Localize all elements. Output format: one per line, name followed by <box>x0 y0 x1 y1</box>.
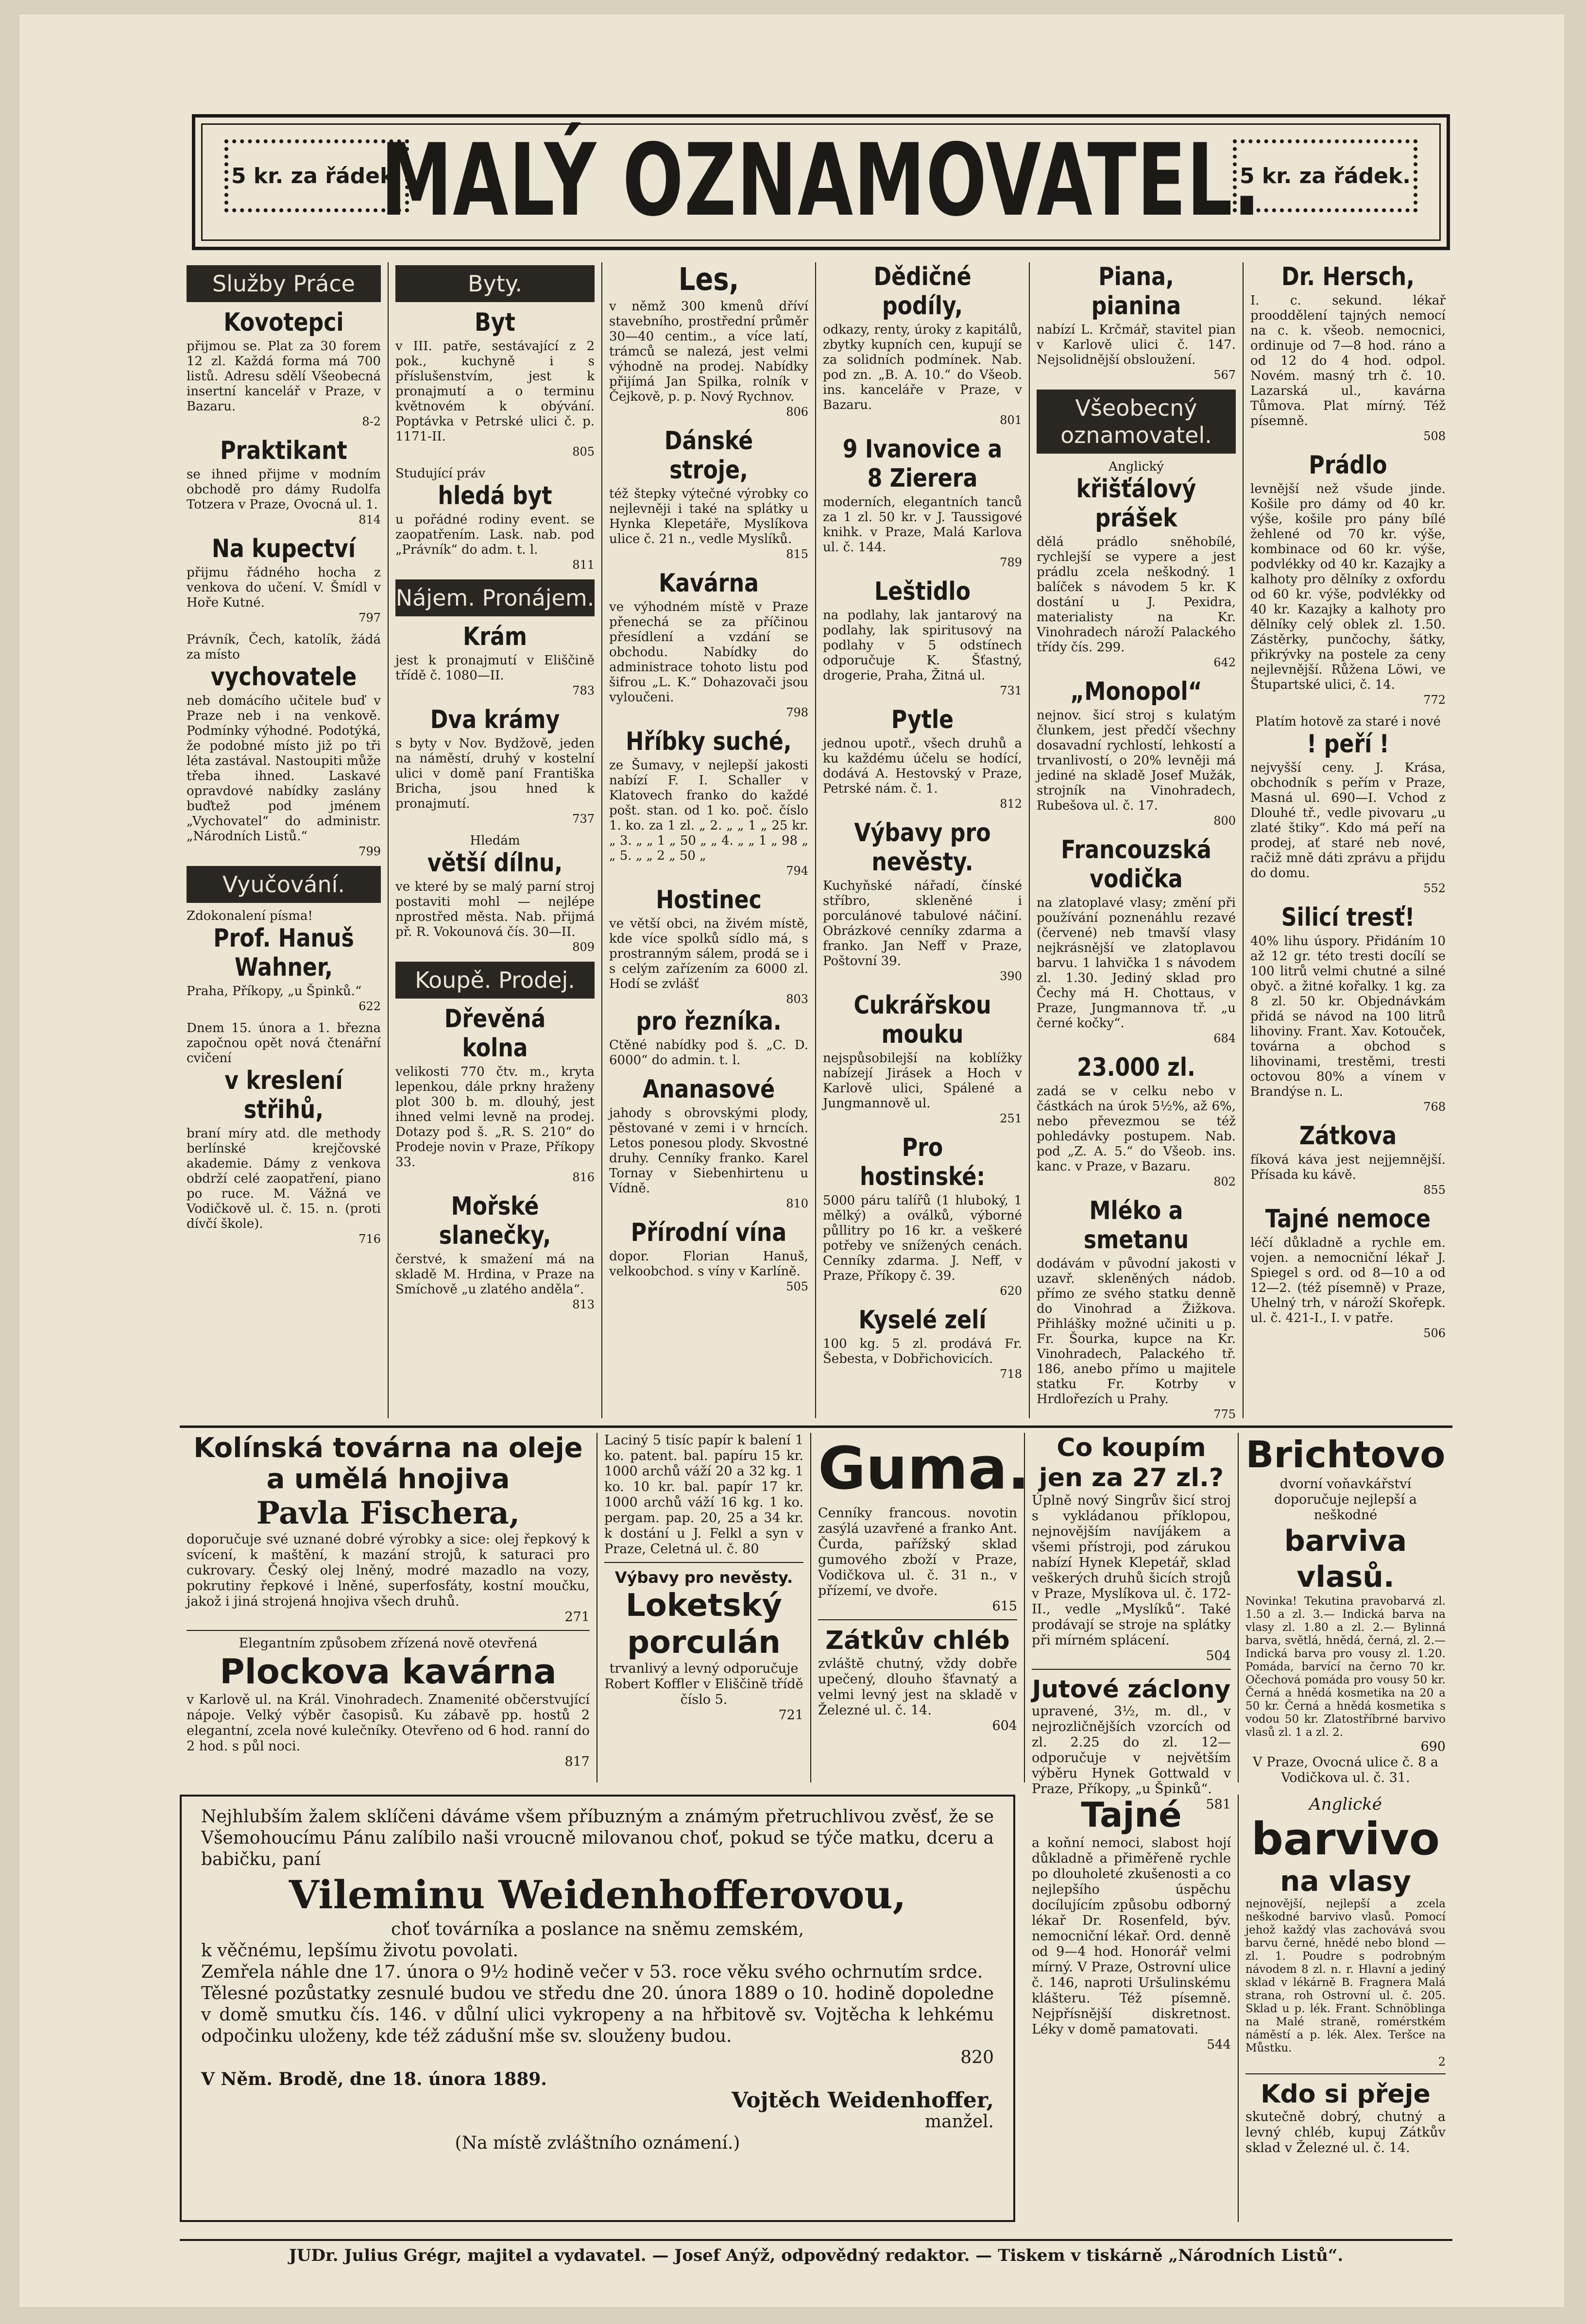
ad-text: Cenníky francous. novotin zasýlá uzavřené a franko Ant. Čurda, pařížský sklad gumového zboží v Praze, Vodičkova ul. č. 31 n., v přízemí, ve dvoře. <box>818 1506 1017 1598</box>
ad-number: 805 <box>572 445 595 458</box>
ad-title: Dva krámy <box>430 705 560 734</box>
ad-text: 40% lihu úspory. Přidáním 10 až 12 gr. této tresti docílí se 100 litrů velmi chutné a silné obyč. a žitné kořalky. 1 kg. za 8 zl. 50 kr. Objednávkám přidá se návod na 100 litrů lihoviny. Frant. Xav. Kotouček, továrna a obchod s lihovinami, trestěmi, tresti octovou 80% a vínem v Brandýse n. L. <box>1250 934 1446 1099</box>
ad-title: vychovatele <box>210 662 357 692</box>
ad-title: Pro hostinské: <box>859 1133 986 1191</box>
ad-text: 100 kg. 5 zl. prodává Fr. Šebesta, v Dobřichovicích. <box>823 1337 1022 1366</box>
ad-number: 716 <box>358 1232 381 1246</box>
ad-number: 816 <box>572 1170 595 1184</box>
ad-text: levnější než všude jinde. Košile pro dámy od 40 kr. výše, košile pro pány bílé žehlené od 70 kr. výše, kombinace od 60 kr. výše, podvlékky od 40 kr. Kazajky a kalhoty pro dělníky z oxfordu od 60 kr. výše, podvlékky od 40 kr. Kazajky a kalhoty pro dělníky celý oblek zl. 1.50. Zástěrky, punčochy, šátky, přikrývky na postele za ceny nejlevnější. Růžena Löwi, ve Štupartské ulici, č. 14. <box>1250 482 1446 692</box>
ad-number: 684 <box>1213 1032 1236 1045</box>
ad-number: 797 <box>358 611 381 625</box>
ad-byt <box>395 308 595 459</box>
ad-title: Mléko a smetanu <box>1083 1196 1189 1255</box>
ad-number: 690 <box>1420 1739 1446 1754</box>
ad-slanecky <box>395 1192 595 1312</box>
obit-name: Vileminu Weidenhofferovou, <box>289 1872 906 1917</box>
column-6 <box>1244 262 1452 1418</box>
ad-number: 783 <box>572 684 595 697</box>
ad-text: dopor. Florian Hanuš, velkoobchod. s víny v Karlíně. <box>609 1249 808 1279</box>
ad-text: čerstvé, k smažení má na skladě M. Hrdina, v Praze na Smíchově „u zlatého anděla“. <box>395 1252 595 1297</box>
divider <box>187 1630 590 1631</box>
ad-text: trvanlivý a levný odporučuje Robert Koffler v Eliščině třídě číslo 5. <box>604 1661 803 1707</box>
ad-title: Dědičné podíly, <box>873 262 972 321</box>
ad-text: upravené, 3½, m. dl., v nejrozličnějších vzorcích od zl. 2.25 do zl. 12— odporučuje v největším výběru Hynek Gottwald v Praze, Příkopy, „u Špinků“. <box>1032 1704 1231 1797</box>
ad-subtitle: Pavla Fischera, <box>256 1495 520 1531</box>
ad-title: Guma. <box>818 1435 1030 1503</box>
ad-number: 251 <box>1000 1112 1022 1125</box>
ad-text: ve výhodném místě v Praze přenechá se za příčinou přesídlení a vzdání se obchodu. Nabídky do administrace tohoto listu pod šifrou „L. K.“ Dohazovači jsou vyloučeni. <box>609 600 808 705</box>
ad-title: 9 Ivanovice a 8 Zierera <box>842 435 1003 493</box>
ad-pradlo <box>1250 451 1446 708</box>
ad-number: 799 <box>358 845 381 858</box>
ad-text: dodávám v původní jakosti v uzavř. skleněných nádob. přímo ze svého statku denně do Vinohrad a Žižkova. Přihlášky možné učiniti u p. Fr. Šourka, kupce na Kr. Vinohradech, Palackého tř. 186, anebo přímo u majitele statku Fr. Kotrby v Hrdlořezích u Prahy. <box>1037 1256 1236 1407</box>
ad-columns <box>180 262 1452 1421</box>
ad-text: na zlatoplavé vlasy; změní při používání poznenáhlu rezavé (červené) neb tmavší vlasy nejkrásnější ve zlatoplavou barvu. 1 lahvička 1 s návodem zl. 1.30. Jediný sklad pro Čechy má H. Chottaus, v Praze, Jungmannova tř. „u černé kočky“. <box>1037 896 1236 1031</box>
ad-guma-chleb <box>811 1433 1030 1782</box>
ad-text: Anglické <box>1309 1795 1382 1814</box>
ad-title: Prádlo <box>1309 451 1387 480</box>
ad-ananas <box>609 1075 808 1211</box>
ad-number: 604 <box>992 1718 1017 1733</box>
ad-number: 794 <box>786 864 808 878</box>
ad-title: Přírodní vína <box>631 1218 787 1247</box>
ad-number: 615 <box>992 1599 1017 1614</box>
ad-text: Hledám <box>470 833 520 848</box>
ad-number: 544 <box>1207 2037 1231 2052</box>
ad-number: 505 <box>786 1280 808 1293</box>
divider <box>1245 2073 1446 2074</box>
ad-text: Platím hotově za staré i nové <box>1255 714 1441 729</box>
ad-title: Silicí tresť! <box>1281 903 1415 932</box>
ad-text: neb domácího učitele buď v Praze neb i na venkově. Podmínky výhodné. Podotýká, že podobné místo již po tři léta zastával. Nastoupiti může třeba ihned. Laskavé opravdové nabídky zaslány buďtež pod jménem „Vychovatel“ do administr. „Národních Listů.“ <box>187 694 381 844</box>
ad-title: Piana, pianina <box>1091 262 1181 321</box>
side-ads <box>1025 1795 1452 2222</box>
ad-text: ve které by se malý parní stroj postaviti mohl — nejlépe nprostřed města. Nab. přijmá př. R. Vokounová čís. 30—II. <box>395 880 595 939</box>
ad-mleko <box>1037 1196 1236 1422</box>
ad-title: Tajné nemoce <box>1265 1204 1431 1234</box>
ad-title: v kreslení střihů, <box>224 1066 343 1124</box>
ad-text: fíková káva jest nejjemnější. Přísada ku kávě. <box>1250 1153 1446 1182</box>
ad-number: 811 <box>572 558 595 572</box>
ad-papir-porculan <box>597 1433 811 1782</box>
ad-subtitle: pro řezníka. <box>636 1007 782 1036</box>
ad-number: 812 <box>1000 797 1022 811</box>
ad-text: I. c. sekund. lékař prooddělení tajných nemocí na c. k. všeob. nemocnici, ordinuje od 7—8 hod. ráno a od 12 do 4 hod. odpol. Novém. masný trh č. 10. Lazarská ul., kavárna Tůmova. Plat mírný. Též písemně. <box>1250 293 1446 428</box>
ad-title: Zátkův chléb <box>825 1626 1010 1655</box>
ad-francouzska-vodicka <box>1037 835 1236 1046</box>
ad-number: 2 <box>1438 2055 1446 2069</box>
ad-title: barvivo <box>1251 1813 1440 1865</box>
ad-text: na podlahy, lak jantarový na podlahy, lak spiritusový na podlahy v 5 odstínech odporučuje K. Šťastný, drogerie, Praha, Žitná ul. <box>823 608 1022 683</box>
ad-title: Tajné <box>1081 1795 1182 1835</box>
ad-title: Byt <box>475 308 515 337</box>
obit-subtitle: choť továrníka a poslance na sněmu zemském, <box>391 1919 804 1939</box>
ad-title: Krám <box>463 622 527 651</box>
ad-title: Jutové záclony <box>1032 1675 1231 1703</box>
ad-number: 390 <box>1000 969 1022 983</box>
ad-number: 789 <box>1000 556 1022 569</box>
ad-text: Praha, Příkopy, „u Špinků.“ <box>187 984 362 999</box>
ad-number: 8-2 <box>362 415 381 428</box>
ad-text: Ctěné nabídky pod š. „C. D. 6000“ do admin. t. l. <box>609 1038 808 1068</box>
ad-title: Praktikant <box>220 436 347 465</box>
ad-number: 642 <box>1213 656 1236 669</box>
ad-prirodni-vina <box>609 1218 808 1294</box>
ad-title: Kovotepci <box>223 308 344 337</box>
ad-hribky <box>609 727 808 879</box>
ad-number: 271 <box>564 1610 590 1625</box>
ad-kolinska-tovarna <box>180 1433 597 1782</box>
ad-title: Kdo si přeje <box>1261 2080 1431 2109</box>
divider <box>1032 1669 1231 1670</box>
section-header-services: Služby Práce <box>187 265 381 302</box>
ad-number: 508 <box>1423 429 1446 443</box>
ad-kristalovy-prasek <box>1037 459 1236 670</box>
ad-23000 <box>1037 1053 1236 1189</box>
ad-subtitle: barviva vlasů. <box>1284 1524 1407 1594</box>
ad-number: 506 <box>1423 1326 1446 1340</box>
ad-title: Kolínská továrna na oleje a umělá hnojiva <box>193 1432 583 1495</box>
ad-title: Hostinec <box>656 885 762 915</box>
ad-anglicke-barvivo <box>1239 1795 1452 2222</box>
ad-piana <box>1037 262 1236 383</box>
ad-title: Výbavy pro nevěsty. <box>854 818 991 877</box>
ad-danske-stroje <box>609 426 808 562</box>
obit-intro: Nejhlubším žalem sklíčeni dáváme všem příbuzným a známým přetruchlivou zvěsť, že se Všemohoucímu Pánu zalíbilo naši vroucně milovanou choť, pokud se týče matku, dceru a babičku, paní <box>201 1807 994 1869</box>
masthead-frame <box>192 114 1450 250</box>
ad-number: 504 <box>1206 1648 1231 1663</box>
obit-signer-role: manžel. <box>924 2112 994 2132</box>
ad-text: a koňní nemoci, slabost hojí důkladně a přiměřeně rychle po dlouholeté zkušenosti a co nejlepšího úspěchu docílujícím způsobu odborný lékař Dr. Rosenfeld, býv. nemocniční lékař. Ord. denně od 9—4 hod. Honorář velmi mírný. V Praze, Ostrovní ulice č. 146, naproti Uršulinskému klášteru. Též písemně. Nejpřísnější diskretnost. Léky v domě pamatovati. <box>1032 1835 1231 2037</box>
ad-praktikant <box>187 436 381 527</box>
ad-text: dělá prádlo sněhobílé, rychlejší se vypere a jest prádlu zcela neškodný. 1 balíček s návodem 5 kr. K dostání u J. Pexidra, materialisty na Kr. Vinohradech nároží Palackého třídy čís. 299. <box>1037 535 1236 655</box>
ad-text: Právník, Čech, katolík, žádá za místo <box>187 632 381 662</box>
ad-tajne <box>1025 1795 1239 2222</box>
ad-kysele-zeli <box>823 1306 1022 1382</box>
ad-title: hledá byt <box>438 481 552 510</box>
obit-number: 820 <box>960 2048 994 2068</box>
ad-monopol <box>1037 677 1236 829</box>
ad-text: Novinka! Tekutina pravobarvá zl. 1.50 a zl. 3.— Indická barva na vlasy zl. 1.80 a zl. 2.— Bylinná barva, světlá, hnědá, černá, zl. 2.— Indická barva pro vousy zl. 1.20. Pomáda, barvící na černo 70 kr. Očechová pomáda pro vousy 50 kr. Černá a hnědá kosmetika na 20 a 50 kr. Černá a hnědá kosmetika s vodou 50 kr. Zlatostříbrné barvivo vlasů zl. 1 a zl. 2. <box>1245 1595 1446 1739</box>
ad-title: Les, <box>678 262 739 298</box>
ad-ivanovice <box>823 435 1022 570</box>
ad-number: 809 <box>572 940 595 954</box>
obit-note: (Na místě zvláštního oznámení.) <box>455 2133 740 2153</box>
ad-title: Mořské slanečky, <box>439 1192 551 1250</box>
ad-text: jahody s obrovskými plody, pěstované v zemi i v hrncích. Letos ponesou plody. Skvostné druhy. Cenníky franko. Karel Tornay v Siebenhirtenu u Vídně. <box>609 1106 808 1196</box>
ad-text: zadá se v celku nebo v částkách na úrok 5½%, až 6%, nebo převezmou se též pohledávky postupem. Nab. pod „Z. A. 5.“ do Všeob. ins. kanc. v Praze, v Bazaru. <box>1037 1084 1236 1174</box>
ad-strihy <box>187 1021 381 1247</box>
ad-number: 813 <box>572 1298 595 1311</box>
price-box-left: 5 kr. za řádek. <box>224 139 409 212</box>
ad-text: přijmou se. Plat za 30 forem 12 zl. Každá forma má 700 listů. Adresu sdělí Všeobecná insertní kancelář v Praze, v Bazaru. <box>187 339 381 414</box>
ad-number: 800 <box>1213 814 1236 828</box>
ad-lestidlo <box>823 577 1022 698</box>
ad-title: Hříbky suché, <box>626 727 792 756</box>
ad-title: větší dílnu, <box>427 848 563 878</box>
ad-text: doporučuje své uznané dobré výrobky a sice: olej řepkový k svícení, k maštění, k mazání strojů, k saturaci pro cukrovary. Český olej lněný, modré mazadlo na vozy, pokrutiny řepkové i lněné, superfosfáty, kostní moučku, jakož i jiná strojená hnojiva všech druhů. <box>187 1532 590 1609</box>
ad-text: v němž 300 kmenů dříví stavebního, prostřední průměr 30—40 centim., a více latí, trámců se nalezá, jest velmi výhodně na prodej. Nabídky přijímá Jan Spilka, rolník v Čejkově, p. p. Nový Rychnov. <box>609 299 808 404</box>
ad-text: jednou upotř., všech druhů a ku každému účelu se hodící, dodává A. Hestovský v Praze, Petrské nám. č. 1. <box>823 736 1022 796</box>
obituary-notice <box>180 1795 1015 2222</box>
ad-text: nejnovější, nejlepší a zcela neškodné barvivo vlasů. Pomocí jehož každý vlas zachovává svou barvu černé, hnědé nebo blond — zl. 1. Poudre s podrobným návodem 8 zl. n. r. Hlavní a jediný sklad v lékárně B. Fragnera Malá strana, roh Ostrovní ul. č. 205. Sklad u p. lék. Frant. Schnöblinga na Malé straně, romérstkém náměstí a p. lék. Alex. Teršce na Můstku. <box>1245 1898 1446 2054</box>
divider <box>604 1562 803 1563</box>
obit-text: Tělesné pozůstatky zesnulé budou ve středu dne 20. února 1889 o 10. hodině dopoledne v domě smutku čís. 146. v důlní ulici vykropeny a na hřbitově sv. Vojtěcha k lehkému odpočinku uloženy, kde též zádušní mše sv. slouženy budou. <box>201 1984 994 2046</box>
ad-title: Dánské stroje, <box>664 426 753 485</box>
ad-head: Výbavy pro nevěsty. <box>614 1568 793 1587</box>
ad-number: 814 <box>358 513 381 526</box>
section-header-flats: Byty. <box>395 265 595 302</box>
ad-text: nabízí L. Krčmář, stavitel pian v Karlově ulici č. 147. Nejsolidnější obsloužení. <box>1037 322 1236 367</box>
ad-title: Prof. Hanuš Wahner, <box>213 924 354 982</box>
ad-text: skutečně dobrý, chutný a levný chléb, kupuj Zátkův sklad v Železné ul. č. 14. <box>1245 2109 1446 2155</box>
ad-text: též štepky výtečné výrobky co nejlevněji i také na splátky u Hynka Klepetáře, Myslíkova ulice č. 21 n., vedle Myslíků. <box>609 487 808 546</box>
ad-text: ve větší obci, na živém místě, kde více spolků sídlo má, s prostranným sálem, prodá se i s celým zařízením za 6000 zl. Hodí se zvlášť <box>609 916 808 991</box>
ad-number: 775 <box>1213 1408 1236 1421</box>
ad-text: moderních, elegantních tanců za 1 zl. 50 kr. v J. Taussigové knihk. v Praze, Malá Karlova ul. č. 144. <box>823 495 1022 555</box>
ad-text: Zdokonalení písma! <box>187 909 313 923</box>
ad-dva-kramy <box>395 705 595 827</box>
ad-dedicne-podily <box>823 262 1022 428</box>
ad-title: Co koupím jen za 27 zl.? <box>1039 1433 1224 1493</box>
obit-text: Zemřela náhle dne 17. února o 9½ hodině večer v 53. roce věku svého ochrnutím srdce. <box>201 1962 983 1982</box>
ad-title: Dřevěná kolna <box>444 1004 546 1063</box>
column-3 <box>602 262 816 1418</box>
ad-number: 855 <box>1423 1183 1446 1197</box>
ad-title: Kyselé zelí <box>858 1306 987 1335</box>
ad-text: ze Šumavy, v nejlepší jakosti nabízí F. I. Schaller v Klatovech franko do každé pošt. stan. od 1 ko. poč. číslo 1. ko. za 1 zl. „ 2. „ „ 1 „ 25 kr. „ 3. „ „ 1 „ 50 „ „ 4. „ „ 1 „ 98 „ „ 5. „ „ 2 „ 50 „ <box>609 758 808 863</box>
ad-number: 731 <box>1000 684 1022 697</box>
column-1 <box>180 262 389 1418</box>
ad-title: Pytle <box>891 705 954 734</box>
ad-text: dvorní voňavkářství doporučuje nejlepší a neškodné <box>1274 1476 1417 1523</box>
ad-kupectvi <box>187 534 381 626</box>
ad-text: nejspůsobilejší na koblížky nabízejí Jirásek a Hoch v Karlově ulici, Spálené a Jungmannově ul. <box>823 1051 1022 1111</box>
column-4 <box>816 262 1030 1418</box>
ad-les <box>609 262 808 420</box>
ad-text: Dnem 15. února a 1. března započnou opět nová čtenářní cvičení <box>187 1021 381 1066</box>
ad-number: 622 <box>358 1000 381 1013</box>
ad-dilna <box>395 833 595 955</box>
ad-title: ! peří ! <box>1307 729 1389 759</box>
ad-text: nejvyšší ceny. J. Krása, obchodník s peřím v Praze, Masná ul. 690—I. Vchod z Dlouhé tř., vedle pivovaru „u zlaté štiky“. Kdo má peří na prodej, ať staré neb nové, račiž mně dáti zprávu a přijdu do domu. <box>1250 761 1446 881</box>
ad-text: Elegantním způsobem zřízená nově otevřená <box>239 1636 538 1651</box>
ad-subtitle: na vlasy <box>1280 1865 1411 1898</box>
ad-hersch <box>1250 262 1446 444</box>
ad-text: V Praze, Ovocná ulice č. 8 a Vodičkova ul. č. 31. <box>1253 1755 1438 1785</box>
ad-title: Kavárna <box>659 569 759 598</box>
ad-title: Cukrářskou mouku <box>853 991 991 1049</box>
ad-hleda-byt <box>395 466 595 573</box>
ad-text: Kuchyňské nářadí, čínské stříbro, skleněné i porculánové tabulové náčiní. Obrázkové cenníky zdarma a franko. Jan Neff v Praze, Poštovní 39. <box>823 879 1022 968</box>
ad-text: Úplně nový Singrův šicí stroj s vykládanou příklopou, nejnovějším navíjákem a všemi přístroji, pod zárukou nabízí Hynek Klepetář, sklad veškerých druhů šicích strojů v Praze, Myslíkova ul. č. 172-II., vedle „Myslíků“. Také prodávají se stroje na splátky při mírném splácení. <box>1032 1493 1231 1648</box>
ad-title: Leštidlo <box>874 577 971 606</box>
ad-title: Zátkova <box>1299 1121 1397 1151</box>
ad-text: s byty v Nov. Bydžově, jeden na náměstí, druhý v kostelní ulici v domě paní Františka Bricha, jsou hned k pronajmutí. <box>395 736 595 811</box>
ad-number: 721 <box>778 1708 803 1723</box>
ad-title: Plockova kavárna <box>220 1652 557 1692</box>
ad-hostinec <box>609 885 808 1068</box>
ad-text: Laciný 5 tisíc papír k balení 1 ko. patent. bal. papíru 15 kr. 1000 archů váží 20 a 32 kg. 1 ko. 10 kr. bal. papír 17 kr. 1000 archů váží 16 kg. 1 ko. pergam. pap. 20, 25 a 34 kr. k dostání u J. Felkl a syn v Praze, Celetná ul. č. 80 <box>604 1433 803 1557</box>
ad-kolna <box>395 1004 595 1185</box>
ad-number: 798 <box>786 706 808 719</box>
ad-number: 815 <box>786 547 808 561</box>
ad-text: Anglický <box>1108 459 1164 474</box>
ad-text: zvláště chutný, vždy dobře upečený, dlouho šťavnatý a velmi levný jest na skladě v Železné ul. č. 14. <box>818 1656 1017 1718</box>
ad-number: 817 <box>564 1754 590 1769</box>
ad-siti-stroj <box>1025 1433 1239 1812</box>
ad-kavarna <box>609 569 808 720</box>
ad-title: Loketský porculán <box>626 1588 782 1661</box>
ad-text: velikosti 770 čtv. m., kryta lepenkou, dále prkny hraženy plot 300 b. m. dlouhý, jest ihned velmi levně na prodej. Dotazy pod š. „R. S. 210“ do Prodeje novin v Praze, Příkopy 33. <box>395 1065 595 1170</box>
ad-text: přijmu řádného hocha z venkova do učení. V. Šmídl v Hoře Kutné. <box>187 565 381 610</box>
ad-number: 581 <box>1206 1797 1231 1812</box>
ad-title: Dr. Hersch, <box>1281 262 1415 291</box>
section-header-teaching: Vyučování. <box>187 866 381 903</box>
divider <box>818 1619 1017 1620</box>
ad-pytle <box>823 705 1022 812</box>
ad-kram <box>395 622 595 698</box>
ad-zatkova <box>1250 1121 1446 1198</box>
ad-number: 718 <box>1000 1367 1022 1381</box>
ad-text: se ihned přijme v modním obchodě pro dámy Rudolfa Totzera v Praze, Ovocná ul. 1. <box>187 467 381 512</box>
section-header-buy-sell: Koupě. Prodej. <box>395 962 595 999</box>
ad-silici-trest <box>1250 903 1446 1115</box>
ad-number: 803 <box>786 992 808 1006</box>
ad-number: 567 <box>1213 368 1236 382</box>
ad-title: křišťálový prášek <box>1076 475 1196 533</box>
ad-brichtovo <box>1239 1433 1452 1785</box>
ad-hostinske <box>823 1133 1022 1299</box>
imprint-footer: JUDr. Julius Grégr, majitel a vydavatel. — Josef Anýž, odpovědný redaktor. — Tiskem v tiskárně „Národních Listů“. <box>180 2239 1452 2270</box>
section-header-general: Všeobecný oznamovatel. <box>1037 390 1236 454</box>
column-2 <box>389 262 602 1418</box>
ad-text: braní míry atd. dle methody berlínské krejčovské akademie. Dámy z venkova obdrží celé zaopatření, piano po ruce. M. Vážná ve Vodičkově ul. č. 15. n. (proti dívčí škole). <box>187 1126 381 1231</box>
ad-text: léčí důkladně a rychle em. vojen. a nemocniční lékař J. Spiegel s ord. od 8—10 a od 12—2. (též písemně) v Praze, Uhelný trh, v nároží Skořepk. ul. č. 421-I., I. v patře. <box>1250 1236 1446 1325</box>
obit-text: k věčnému, lepšímu životu povolati. <box>201 1941 519 1961</box>
section-header-rent: Nájem. Pronájem. <box>395 579 595 616</box>
ad-number: 801 <box>1000 413 1022 427</box>
ad-number: 737 <box>572 812 595 826</box>
ad-vychovatel <box>187 632 381 859</box>
ad-text: u pořádné rodiny event. se zaopatřením. Lask. nab. pod „Právník“ do adm. t. l. <box>395 512 595 557</box>
ad-title: Na kupectví <box>212 534 356 563</box>
masthead-title: MALÝ OZNAMOVATEL. <box>380 123 1262 238</box>
ad-number: 806 <box>786 405 808 419</box>
obit-place-date: V Něm. Brodě, dne 18. února 1889. <box>201 2069 547 2089</box>
ad-vybavy <box>823 818 1022 984</box>
column-5 <box>1030 262 1244 1421</box>
ad-number: 810 <box>786 1197 808 1210</box>
ad-title: Francouzská vodička <box>1061 835 1211 894</box>
ad-number: 768 <box>1423 1100 1446 1114</box>
ad-tajne-nemoce <box>1250 1204 1446 1341</box>
newspaper-page <box>19 15 1564 2307</box>
obit-signer: Vojtěch Weidenhoffer, <box>732 2088 994 2113</box>
ad-title: Brichtovo <box>1245 1433 1446 1476</box>
ad-peri <box>1250 714 1446 896</box>
ad-number: 802 <box>1213 1175 1236 1188</box>
ad-text: Studující práv <box>395 466 486 481</box>
ad-title: 23.000 zl. <box>1077 1053 1195 1082</box>
ad-kovotepci <box>187 308 381 429</box>
ad-text: nejnov. šicí stroj s kulatým člunkem, jest předčí všechny dosavadní rychlostí, lehkostí a trvanlivostí, o 20% levněji má jediné na skladě Josef Mužák, strojník na Vinohradech, Rubešova ul. č. 17. <box>1037 708 1236 813</box>
ad-number: 772 <box>1423 693 1446 707</box>
ad-number: 552 <box>1423 882 1446 895</box>
ad-cukrarska-mouka <box>823 991 1022 1126</box>
ad-number: 620 <box>1000 1284 1022 1298</box>
ad-text: v III. patře, sestávající z 2 pok., kuchyně i s příslušenstvím, jest k pronajmutí a o terminu květnovém k obývání. Poptávka v Petrské ulici č. p. 1171-II. <box>395 339 595 444</box>
ad-text: odkazy, renty, úroky z kapitálů, zbytky kupních cen, kupují se za solidních podmínek. Nab. pod zn. „B. A. 10.“ do Všeob. ins. kanceláře v Praze, v Bazaru. <box>823 322 1022 412</box>
ad-title: Ananasové <box>642 1075 775 1104</box>
ad-wahner <box>187 909 381 1014</box>
ad-text: jest k pronajmutí v Eliščině třídě č. 1080—II. <box>395 653 595 683</box>
ad-text: 5000 páru talířů (1 hluboký, 1 mělký) a oválků, výborné půllitry po 16 kr. a veškeré potřeby ve snížených cenách. Cenníky zdarma. J. Neff, v Praze, Příkopy č. 39. <box>823 1193 1022 1283</box>
ad-text: v Karlově ul. na Král. Vinohradech. Znamenité občerstvující nápoje. Velký výběr časopisů. Ku zábavě pp. hostů 2 elegantní, zcela nové kulečníky. Otevřeno od 6 hod. ranní do 2 hod. s půl noci. <box>187 1692 590 1754</box>
ad-title: „Monopol“ <box>1070 677 1202 706</box>
price-box-right: 5 kr. za řádek. <box>1233 139 1417 212</box>
